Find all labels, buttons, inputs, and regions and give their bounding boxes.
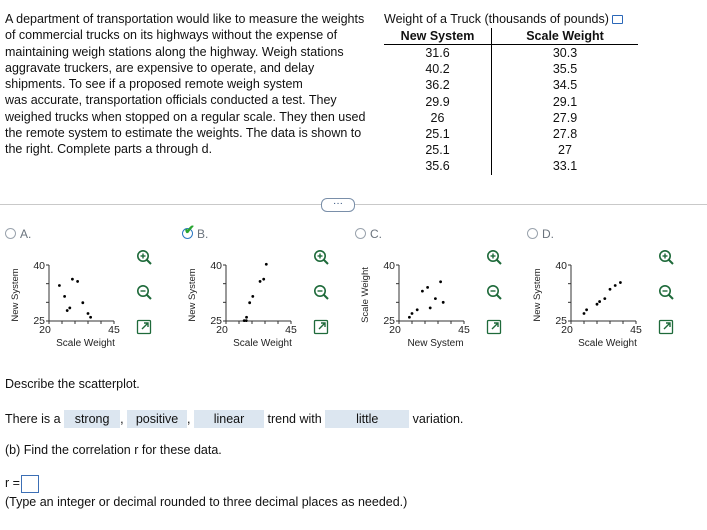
- cell-new-system: 25.1: [425, 127, 450, 142]
- option-label: B.: [197, 227, 209, 241]
- data-point: [66, 309, 69, 312]
- scatter-plot: [527, 249, 662, 359]
- data-point: [58, 284, 61, 287]
- checkmark-icon: ✔: [184, 222, 195, 237]
- r-input[interactable]: [21, 475, 39, 493]
- cell-new-system: 26: [430, 110, 445, 125]
- option-label: A.: [20, 227, 32, 241]
- data-point: [442, 301, 445, 304]
- expand-more-button[interactable]: ···: [321, 198, 355, 212]
- col-header-scale-weight: Scale Weight: [492, 28, 639, 45]
- cell-scale-weight: 33.1: [492, 158, 639, 174]
- table-row: [384, 110, 638, 126]
- col-header-new-system: New System: [384, 28, 492, 45]
- table-caption-text: Weight of a Truck (thousands of pounds): [384, 12, 609, 26]
- answer-hint: (Type an integer or decimal rounded to three decimal places as needed.): [5, 495, 408, 509]
- x-tick-label: 45: [458, 324, 470, 336]
- x-tick-label: 20: [216, 324, 228, 336]
- data-table: [384, 28, 638, 175]
- data-point: [614, 284, 617, 287]
- zoom-in-icon[interactable]: [658, 249, 674, 265]
- direction-dropdown[interactable]: positive: [127, 410, 187, 428]
- data-point: [251, 295, 254, 298]
- scatter-plot: [5, 249, 140, 359]
- cell-new-system: 35.6: [425, 159, 450, 174]
- y-tick-label: 25: [33, 315, 45, 327]
- scatter-plot: [355, 249, 490, 359]
- radio-button[interactable]: [355, 228, 366, 239]
- table-caption: [384, 11, 623, 27]
- popout-icon[interactable]: [486, 319, 502, 335]
- data-point: [609, 288, 612, 291]
- cell-scale-weight: 34.5: [492, 77, 639, 93]
- answer-sentence: [5, 410, 463, 428]
- strength-dropdown[interactable]: strong: [64, 410, 120, 428]
- comma: ,: [187, 412, 191, 426]
- data-point: [598, 300, 601, 303]
- data-point: [262, 278, 265, 281]
- problem-text-line: the right. Complete parts a through d.: [5, 142, 213, 157]
- table-row: [384, 45, 638, 62]
- x-tick-label: 45: [108, 324, 120, 336]
- data-point: [583, 312, 586, 315]
- zoom-out-icon[interactable]: [658, 284, 674, 300]
- problem-text-line: weighed trucks when stopped on a regular scale. They then used: [5, 109, 366, 124]
- zoom-in-icon[interactable]: [486, 249, 502, 265]
- x-tick-label: 45: [630, 324, 642, 336]
- x-axis-label: Scale Weight: [578, 338, 637, 349]
- zoom-out-icon[interactable]: [486, 284, 502, 300]
- data-point: [259, 280, 262, 283]
- data-point: [408, 316, 411, 319]
- zoom-in-icon[interactable]: [136, 249, 152, 265]
- data-point: [585, 308, 588, 311]
- y-axis-label: Scale Weight: [360, 267, 371, 323]
- data-point: [439, 280, 442, 283]
- table-row: [384, 126, 638, 142]
- y-tick-label: 25: [210, 315, 222, 327]
- part-b-prompt: (b) Find the correlation r for these data.: [5, 443, 222, 457]
- data-point: [68, 307, 71, 310]
- zoom-out-icon[interactable]: [313, 284, 329, 300]
- form-dropdown[interactable]: linear: [194, 410, 264, 428]
- problem-text-line: maintaining weigh stations along the highway. Weigh stations: [5, 44, 344, 59]
- data-point: [245, 316, 248, 319]
- table-row: [384, 142, 638, 158]
- r-answer-row: [5, 473, 39, 493]
- problem-text-line: of commercial trucks on its highways without the expense of: [5, 28, 338, 43]
- scatter-plot: [182, 249, 317, 359]
- x-axis-label: New System: [407, 338, 464, 349]
- radio-button[interactable]: [5, 228, 16, 239]
- option-label: C.: [370, 227, 382, 241]
- x-tick-label: 20: [39, 324, 51, 336]
- data-point: [81, 301, 84, 304]
- cell-new-system: 25.1: [425, 143, 450, 158]
- cell-new-system: 29.9: [425, 94, 450, 109]
- problem-text-line: A department of transportation would like to measure the weights: [5, 12, 365, 26]
- data-point: [89, 316, 92, 319]
- cell-new-system: 31.6: [425, 46, 450, 60]
- data-point: [76, 280, 79, 283]
- x-tick-label: 45: [285, 324, 297, 336]
- x-tick-label: 20: [561, 324, 573, 336]
- cell-scale-weight: 35.5: [492, 61, 639, 77]
- cell-scale-weight: 30.3: [492, 45, 639, 62]
- y-tick-label: 40: [383, 260, 395, 272]
- x-axis-label: Scale Weight: [233, 338, 292, 349]
- y-tick-label: 40: [210, 260, 222, 272]
- describe-prompt: Describe the scatterplot.: [5, 377, 140, 391]
- y-tick-label: 40: [33, 260, 45, 272]
- answer-prefix: There is a: [5, 412, 61, 426]
- r-label: r =: [5, 476, 20, 490]
- data-point: [596, 303, 599, 306]
- y-axis-label: New System: [187, 268, 198, 322]
- table-row: [384, 94, 638, 110]
- data-point: [416, 308, 419, 311]
- y-axis-label: New System: [10, 268, 21, 322]
- data-point: [429, 307, 432, 310]
- answer-option-b[interactable]: [182, 224, 357, 359]
- data-point: [87, 312, 90, 315]
- problem-text-line: shipments. To see if a proposed remote weigh system: [5, 77, 303, 92]
- data-point: [411, 312, 414, 315]
- variation-dropdown[interactable]: little: [325, 410, 409, 428]
- data-point: [63, 295, 66, 298]
- data-point: [248, 301, 251, 304]
- y-axis-label: New System: [532, 268, 543, 322]
- problem-statement: [5, 11, 385, 158]
- cell-scale-weight: 29.1: [492, 94, 639, 110]
- table-row: [384, 77, 638, 93]
- x-axis-label: Scale Weight: [56, 338, 115, 349]
- radio-button[interactable]: [527, 228, 538, 239]
- problem-text-line: was accurate, transportation officials conducted a test. They: [5, 93, 337, 108]
- comma: ,: [120, 412, 124, 426]
- option-label: D.: [542, 227, 554, 241]
- table-row: [384, 158, 638, 174]
- data-point: [265, 263, 268, 266]
- cell-new-system: 40.2: [425, 62, 450, 77]
- problem-text-line: aggravate truckers, are expensive to operate, and delay: [5, 60, 315, 75]
- cell-scale-weight: 27.8: [492, 126, 639, 142]
- cell-scale-weight: 27.9: [492, 110, 639, 126]
- table-row: [384, 61, 638, 77]
- answer-option-a[interactable]: [5, 224, 180, 359]
- popout-icon[interactable]: [313, 319, 329, 335]
- y-tick-label: 25: [383, 315, 395, 327]
- answer-option-c[interactable]: [355, 224, 530, 359]
- data-point: [71, 278, 74, 281]
- y-tick-label: 25: [555, 315, 567, 327]
- data-point: [619, 281, 622, 284]
- data-point: [426, 286, 429, 289]
- answer-middle: trend with: [267, 412, 322, 426]
- problem-text-line: the remote system to estimate the weights. The data is shown to: [5, 126, 362, 141]
- cell-scale-weight: 27: [492, 142, 639, 158]
- x-tick-label: 20: [389, 324, 401, 336]
- answer-option-d[interactable]: [527, 224, 702, 359]
- data-point: [603, 297, 606, 300]
- data-point: [243, 319, 246, 322]
- copy-table-icon[interactable]: [612, 15, 623, 24]
- data-point: [434, 297, 437, 300]
- answer-suffix: variation.: [412, 412, 464, 426]
- zoom-in-icon[interactable]: [313, 249, 329, 265]
- popout-icon[interactable]: [658, 319, 674, 335]
- popout-icon[interactable]: [136, 319, 152, 335]
- data-point: [421, 290, 424, 293]
- cell-new-system: 36.2: [425, 78, 450, 93]
- zoom-out-icon[interactable]: [136, 284, 152, 300]
- y-tick-label: 40: [555, 260, 567, 272]
